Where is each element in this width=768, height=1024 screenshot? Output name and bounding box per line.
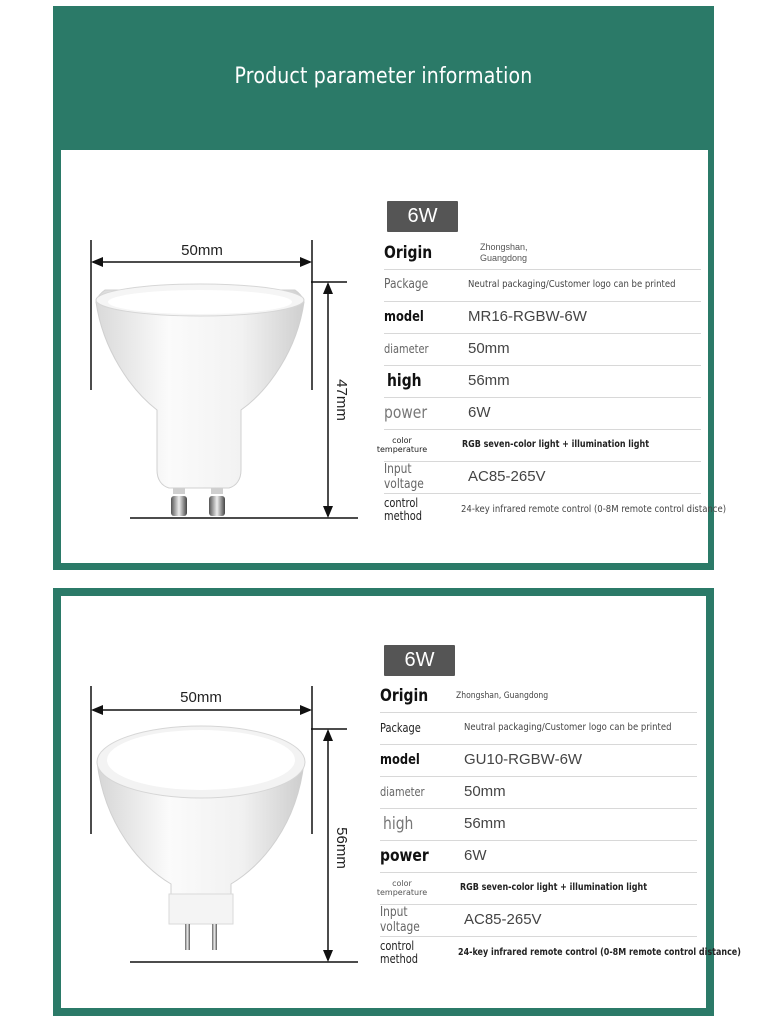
spec-label: high [387, 371, 422, 392]
product-panel-mr16 [53, 588, 741, 1016]
spec-value: 50mm [464, 783, 506, 801]
height-dimension-label: 47mm [333, 379, 350, 421]
spec-row-high [380, 809, 697, 841]
wattage-badge: 6W [384, 645, 455, 676]
spec-row-power [384, 398, 701, 430]
spec-label: Origin [384, 243, 433, 264]
spec-label: diameter [380, 784, 425, 799]
spec-row-origin [380, 681, 697, 713]
spec-value: RGB seven-color light + illumination light [462, 439, 650, 451]
wattage-badge: 6W [387, 201, 458, 232]
spec-value: MR16-RGBW-6W [468, 308, 587, 326]
spec-value: AC85-265V [468, 468, 546, 486]
spec-value: 50mm [468, 340, 510, 358]
spec-label-line: color [392, 878, 412, 888]
spec-row-color-temperature [376, 430, 701, 462]
spec-label: model [380, 751, 420, 768]
spec-value: 24-key infrared remote control (0-8M remote control distance) [461, 503, 727, 515]
spec-label [376, 430, 428, 461]
spec-row-diameter [384, 334, 701, 366]
spec-label: power [384, 403, 428, 424]
spec-row-high [384, 366, 701, 398]
spec-row-control-method [384, 494, 727, 526]
spec-row-input-voltage [384, 462, 701, 494]
spec-label: control method [384, 495, 423, 523]
spec-value: Neutral packaging/Customer logo can be printed [464, 722, 672, 734]
spec-row-power [380, 841, 697, 873]
spec-label: Package [384, 277, 429, 293]
spec-label: control method [380, 938, 419, 966]
spec-label-line: temperature [376, 887, 428, 897]
spec-label [376, 873, 428, 904]
spec-value: 6W [464, 847, 487, 865]
spec-label: Package [380, 720, 421, 735]
spec-row-control-method [380, 937, 741, 969]
spec-row-package [380, 713, 697, 745]
spec-label: diameter [384, 341, 429, 356]
spec-value: Neutral packaging/Customer logo can be printed [468, 279, 676, 291]
spec-label: high [383, 814, 414, 835]
spec-value: 56mm [468, 372, 510, 390]
spec-label: Origin [380, 686, 429, 707]
spec-row-model [380, 745, 697, 777]
spec-row-diameter [380, 777, 697, 809]
product-card [61, 150, 727, 563]
spec-value: Zhongshan, Guangdong [480, 242, 528, 264]
width-dimension-label: 50mm [181, 242, 223, 259]
spec-value: Zhongshan, Guangdong [456, 690, 549, 701]
spec-row-model [384, 302, 701, 334]
height-dimension-label: 56mm [333, 827, 350, 869]
spec-value: 24-key infrared remote control (0-8M remote control distance) [458, 946, 741, 958]
spec-label: Input voltage [380, 905, 420, 935]
product-card [61, 596, 741, 1008]
spec-value: 56mm [464, 815, 506, 833]
spec-row-origin [384, 238, 701, 270]
spec-value: AC85-265V [464, 911, 542, 929]
spec-label-line: temperature [376, 444, 428, 454]
spec-row-package [384, 270, 701, 302]
spec-value: RGB seven-color light + illumination light [460, 882, 648, 894]
width-dimension-label: 50mm [180, 689, 222, 706]
spec-label-line: color [392, 435, 412, 445]
spec-row-color-temperature [376, 873, 697, 905]
spec-value: 6W [468, 404, 491, 422]
spec-label: Input voltage [384, 462, 424, 492]
spec-label: power [380, 846, 429, 867]
spec-row-input-voltage [380, 905, 697, 937]
spec-label: model [384, 308, 424, 325]
spec-value: GU10-RGBW-6W [464, 751, 583, 769]
product-panel-gu10 [53, 6, 727, 570]
page-title: Product parameter information [234, 64, 533, 89]
